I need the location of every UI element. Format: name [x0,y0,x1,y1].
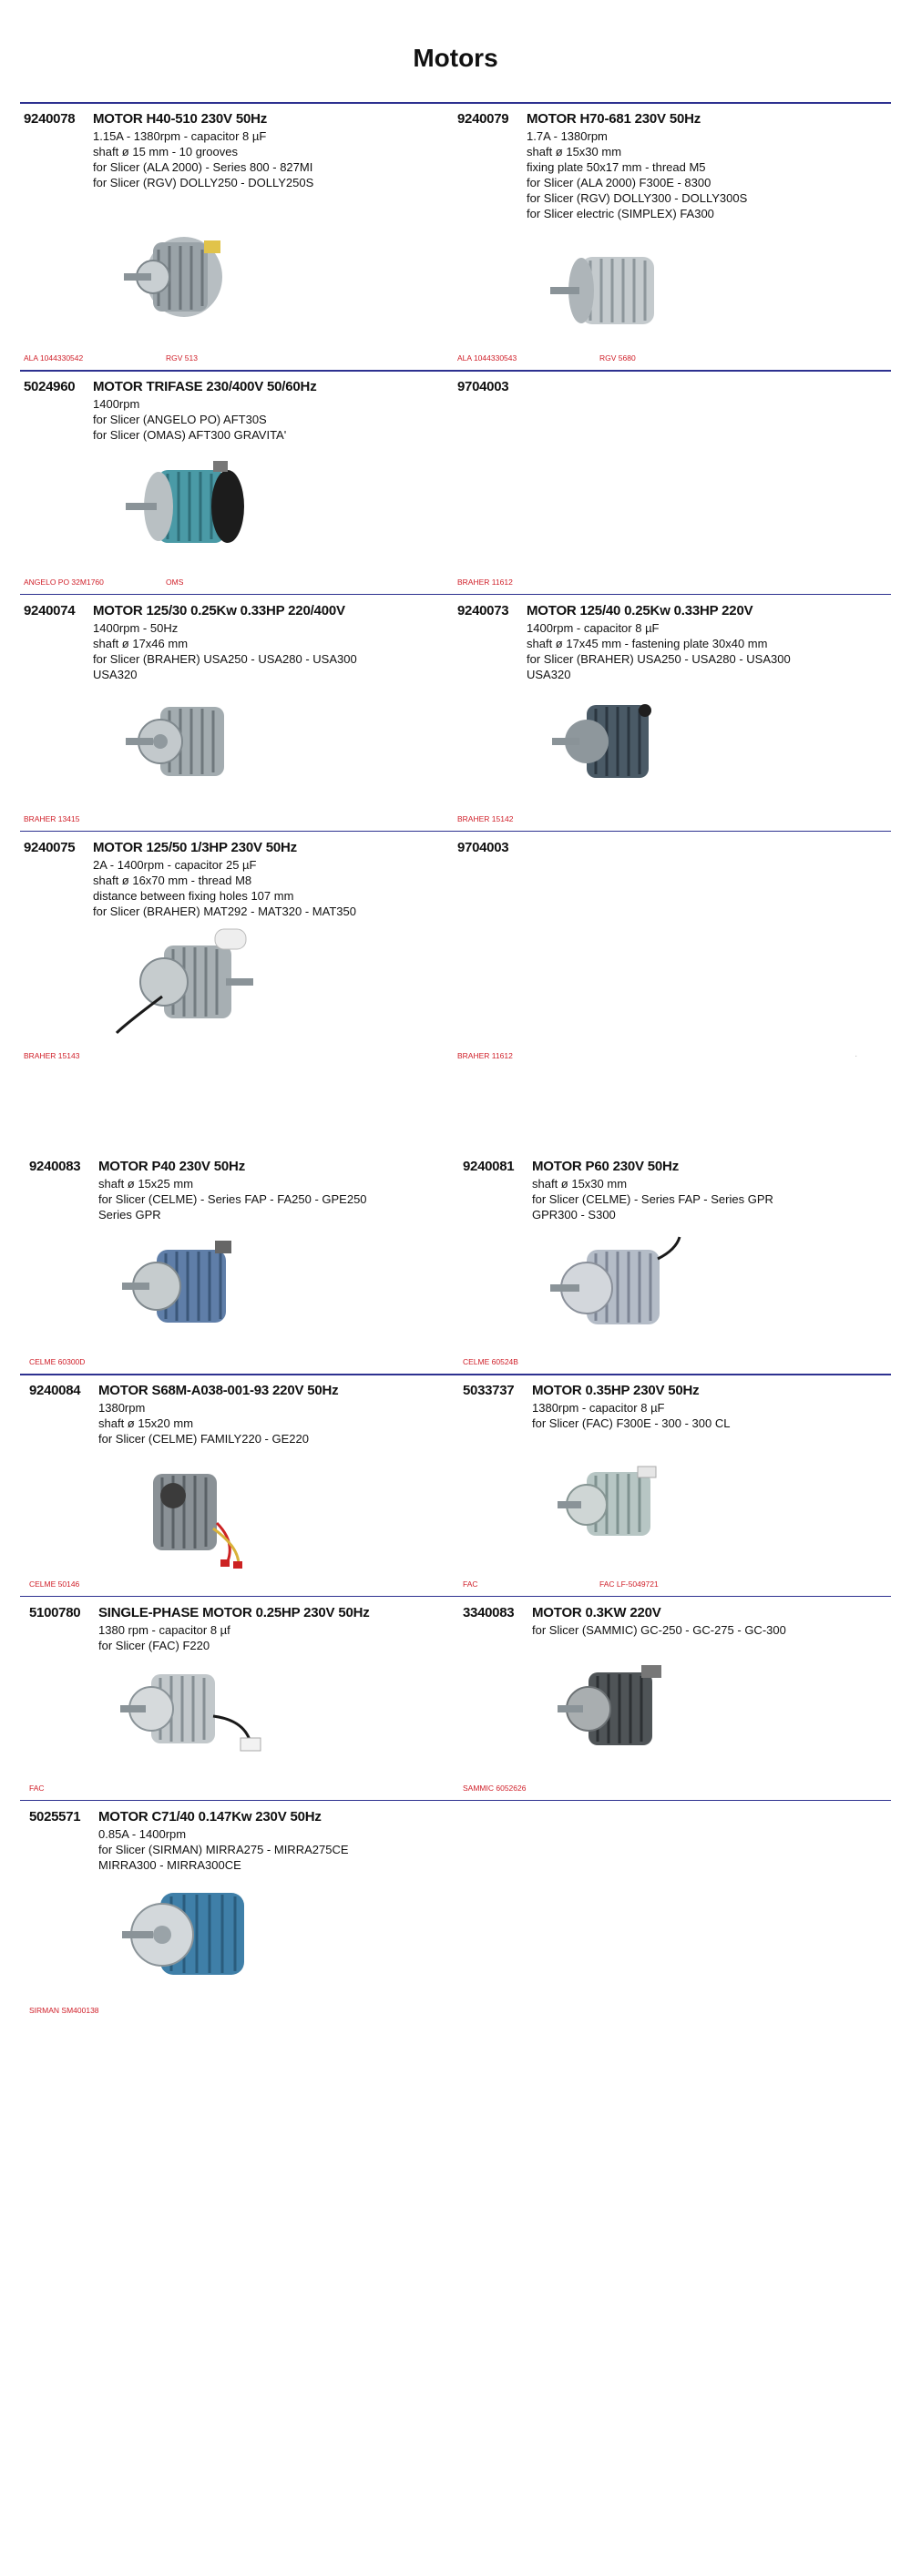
product-description [527,128,886,221]
spec-line: 1400rpm [93,397,140,411]
spec-line: shaft ø 15x20 mm [98,1416,194,1430]
product-title: MOTOR 125/30 0.25Kw 0.33HP 220/400V [93,603,345,618]
reference-code: SAMMIC 6052626 [463,1784,527,1793]
product-row [20,104,891,368]
section-divider [20,1800,891,1801]
product-code: 9240078 [24,111,76,127]
reference-code: ALA 1044330543 [457,353,517,363]
spec-line: for Slicer (CELME) - Series FAP - FA250 - GPE250 [98,1192,367,1206]
product-card [20,1151,448,1372]
product-card [454,596,882,829]
product-description [93,396,453,443]
spec-line: for Slicer (SIRMAN) MIRRA275 - MIRRA275CE [98,1843,349,1856]
product-title: MOTOR S68M-A038-001-93 220V 50Hz [98,1383,339,1398]
spec-line: shaft ø 16x70 mm - thread M8 [93,874,252,887]
spec-line: shaft ø 15 mm - 10 grooves [93,145,238,158]
product-code: 5024960 [24,379,76,394]
reference-code: CELME 50146 [29,1579,80,1589]
product-description [98,1826,458,1873]
spec-line: 1400rpm - 50Hz [93,621,179,635]
product-description [532,1622,892,1638]
spec-line: 1400rpm - capacitor 8 µF [527,621,660,635]
section-divider [20,594,891,595]
product-code: 5025571 [29,1809,81,1825]
product-card [20,596,448,829]
reference-code: ANGELO PO 32M1760 [24,578,104,587]
product-title: MOTOR P60 230V 50Hz [532,1159,679,1174]
spec-line: for Slicer (ANGELO PO) AFT30S [93,413,267,426]
product-card [20,104,448,368]
section-divider [20,831,891,832]
product-card [454,372,882,592]
spec-line: for Slicer (ALA 2000) - Series 800 - 827MI [93,160,313,174]
spec-line: 1.15A - 1380rpm - capacitor 8 µF [93,129,267,143]
page-title: Motors [413,44,498,72]
spec-line: for Slicer (ALA 2000) F300E - 8300 [527,176,711,189]
reference-code: BRAHER 15142 [457,814,514,823]
spec-line: 1.7A - 1380rpm [527,129,608,143]
product-description [98,1176,458,1222]
motor-photo [120,222,239,332]
product-card [20,372,448,592]
reference-code: BRAHER 11612 [457,578,513,587]
product-row [20,1375,891,1594]
product-row [20,596,891,829]
reference-code: FAC [463,1579,478,1589]
product-description [93,620,453,682]
product-card [20,833,448,1066]
reference-code: BRAHER 15143 [24,1051,80,1060]
product-code: 9240074 [24,603,76,618]
spec-line: for Slicer (BRAHER) USA250 - USA280 - USA300 [527,652,791,666]
spec-line: shaft ø 15x30 mm [527,145,622,158]
spec-line: fixing plate 50x17 mm - thread M5 [527,160,706,174]
product-description [527,620,886,682]
product-row [20,833,891,1066]
product-card [20,1598,448,1798]
motor-photo [554,1658,681,1767]
product-code: 5100780 [29,1605,81,1620]
product-code: 9240079 [457,111,509,127]
reference-code: FAC LF-5049721 [599,1579,659,1589]
scan-speck: · [855,1051,858,1061]
spec-line: distance between fixing holes 107 mm [93,889,294,903]
reference-code: CELME 60524B [463,1357,518,1366]
reference-code: ALA 1044330542 [24,353,84,363]
spec-line: 0.85A - 1400rpm [98,1827,187,1841]
spec-line: USA320 [93,668,138,681]
spec-line: for Slicer (FAC) F220 [98,1639,210,1652]
spec-line: shaft ø 15x25 mm [98,1177,194,1191]
product-row [20,1151,891,1372]
product-card [20,1802,448,2020]
product-code: 5033737 [463,1383,515,1398]
spec-line: 1380 rpm - capacitor 8 µf [98,1623,230,1637]
spec-line: shaft ø 15x30 mm [532,1177,628,1191]
spec-line: Series GPR [98,1208,161,1222]
product-title: SINGLE-PHASE MOTOR 0.25HP 230V 50Hz [98,1605,370,1620]
product-code: 9240083 [29,1159,81,1174]
product-card [454,1375,882,1594]
section-divider [20,1596,891,1597]
spec-line: for Slicer (BRAHER) USA250 - USA280 - USA300 [93,652,357,666]
product-title: MOTOR 125/50 1/3HP 230V 50Hz [93,840,297,855]
spec-line: for Slicer (BRAHER) MAT292 - MAT320 - MAT350 [93,905,356,918]
motor-photo [118,454,255,563]
reference-code: RGV 513 [166,353,198,363]
reference-code: OMS [166,578,184,587]
motor-photo [545,692,672,792]
spec-line: for Slicer (CELME) FAMILY220 - GE220 [98,1432,309,1446]
product-title: MOTOR 125/40 0.25Kw 0.33HP 220V [527,603,753,618]
spec-line: for Slicer (RGV) DOLLY300 - DOLLY300S [527,191,748,205]
spec-line: GPR300 - S300 [532,1208,616,1222]
reference-code: BRAHER 13415 [24,814,80,823]
spec-line: 1380rpm [98,1401,146,1415]
product-title: MOTOR H40-510 230V 50Hz [93,111,268,127]
spec-line: MIRRA300 - MIRRA300CE [98,1858,241,1872]
spec-line: shaft ø 17x46 mm [93,637,189,650]
product-code: 9240084 [29,1383,81,1398]
spec-line: for Slicer electric (SIMPLEX) FA300 [527,207,714,220]
product-card [454,833,882,1066]
product-code: 9240081 [463,1159,515,1174]
motor-photo [115,1661,270,1771]
spec-line: USA320 [527,668,571,681]
product-description [532,1176,892,1222]
product-card [454,104,882,368]
motor-photo [107,924,271,1038]
product-title: MOTOR TRIFASE 230/400V 50/60Hz [93,379,317,394]
motor-photo [545,240,672,341]
motor-photo [126,1459,253,1572]
motor-photo [120,692,248,792]
motor-photo [554,1459,672,1550]
spec-line: for Slicer (OMAS) AFT300 GRAVITA' [93,428,287,442]
spec-line: 2A - 1400rpm - capacitor 25 µF [93,858,257,872]
product-code: 9240075 [24,840,76,855]
spec-line: for Slicer (SAMMIC) GC-250 - GC-275 - GC-300 [532,1623,786,1637]
motor-photo [115,1233,251,1343]
product-row [20,1802,891,2020]
product-card [20,1375,448,1594]
reference-code: SIRMAN SM400138 [29,2006,99,2015]
product-description [93,857,453,919]
product-title: MOTOR P40 230V 50Hz [98,1159,245,1174]
product-code: 9704003 [457,379,509,394]
product-title: MOTOR C71/40 0.147Kw 230V 50Hz [98,1809,322,1825]
product-code: 3340083 [463,1605,515,1620]
spec-line: 1380rpm - capacitor 8 µF [532,1401,665,1415]
product-description [93,128,453,190]
product-description [98,1400,458,1446]
motor-photo [115,1882,270,1991]
spec-line: for Slicer (RGV) DOLLY250 - DOLLY250S [93,176,314,189]
product-card [454,1598,882,1798]
product-code: 9704003 [457,840,509,855]
spec-line: for Slicer (FAC) F300E - 300 - 300 CL [532,1416,731,1430]
product-title: MOTOR H70-681 230V 50Hz [527,111,701,127]
spec-line: for Slicer (CELME) - Series FAP - Series GPR [532,1192,773,1206]
spec-line: shaft ø 17x45 mm - fastening plate 30x40 mm [527,637,768,650]
reference-code: BRAHER 11612 [457,1051,513,1060]
motor-photo [541,1232,687,1344]
product-row [20,372,891,592]
product-title: MOTOR 0.3KW 220V [532,1605,661,1620]
reference-code: FAC [29,1784,45,1793]
reference-code: RGV 5680 [599,353,636,363]
product-description [98,1622,458,1653]
product-title: MOTOR 0.35HP 230V 50Hz [532,1383,700,1398]
product-row [20,1598,891,1798]
product-code: 9240073 [457,603,509,618]
product-card [454,1151,882,1372]
product-description [532,1400,892,1431]
reference-code: CELME 60300D [29,1357,86,1366]
